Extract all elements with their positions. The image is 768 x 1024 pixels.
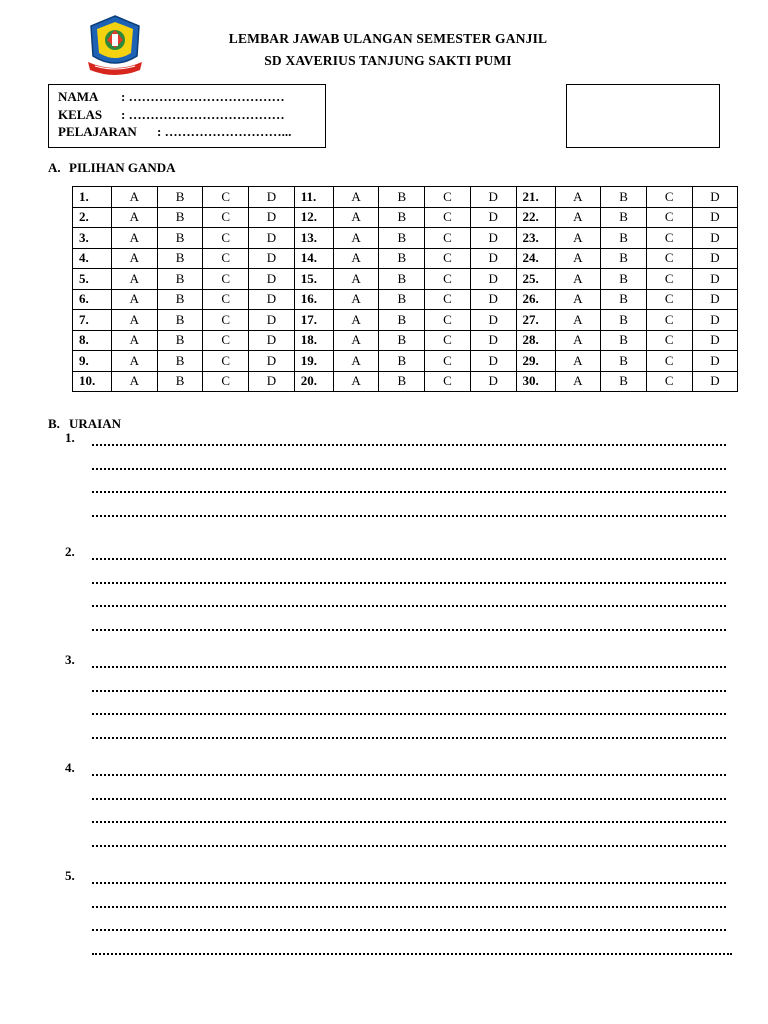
answer-option-b[interactable]: B bbox=[379, 371, 425, 392]
question-number: 10. bbox=[73, 371, 112, 392]
answer-option-b[interactable]: B bbox=[601, 187, 647, 208]
answer-option-d[interactable]: D bbox=[692, 289, 738, 310]
answer-option-b[interactable]: B bbox=[379, 310, 425, 331]
answer-option-d[interactable]: D bbox=[249, 310, 295, 331]
answer-option-d[interactable]: D bbox=[470, 269, 516, 290]
answer-option-c[interactable]: C bbox=[425, 248, 471, 269]
answer-option-b[interactable]: B bbox=[601, 371, 647, 392]
answer-option-c[interactable]: C bbox=[203, 187, 249, 208]
essay-answer-line[interactable] bbox=[62, 432, 732, 456]
question-number: 8. bbox=[73, 330, 112, 351]
answer-option-c[interactable]: C bbox=[425, 310, 471, 331]
answer-option-a[interactable]: A bbox=[333, 269, 379, 290]
dotted-line bbox=[92, 774, 726, 776]
answer-option-c[interactable]: C bbox=[646, 310, 692, 331]
pelajaran-field[interactable]: : ………………………... bbox=[157, 124, 292, 139]
dotted-line bbox=[92, 558, 726, 560]
question-number: 25. bbox=[516, 269, 555, 290]
answer-option-b[interactable]: B bbox=[379, 269, 425, 290]
score-box[interactable] bbox=[566, 84, 720, 148]
answer-option-d[interactable]: D bbox=[692, 187, 738, 208]
answer-option-c[interactable]: C bbox=[203, 228, 249, 249]
answer-option-c[interactable]: C bbox=[203, 289, 249, 310]
answer-option-d[interactable]: D bbox=[249, 248, 295, 269]
section-b-letter: B. bbox=[48, 416, 60, 431]
answer-option-a[interactable]: A bbox=[333, 228, 379, 249]
answer-option-a[interactable]: A bbox=[112, 351, 158, 372]
school-name: SD XAVERIUS TANJUNG SAKTI PUMI bbox=[264, 53, 512, 68]
answer-option-a[interactable]: A bbox=[555, 310, 601, 331]
question-number: 22. bbox=[516, 207, 555, 228]
answer-option-c[interactable]: C bbox=[646, 269, 692, 290]
answer-option-b[interactable]: B bbox=[379, 248, 425, 269]
question-number: 21. bbox=[516, 187, 555, 208]
answer-option-a[interactable]: A bbox=[112, 269, 158, 290]
question-number: 14. bbox=[294, 248, 333, 269]
dotted-line bbox=[92, 582, 726, 584]
answer-option-a[interactable]: A bbox=[333, 289, 379, 310]
answer-option-d[interactable]: D bbox=[470, 207, 516, 228]
essay-answer-line[interactable] bbox=[62, 762, 732, 786]
nama-field[interactable]: : ……………………………… bbox=[121, 89, 285, 104]
answer-row bbox=[73, 371, 738, 392]
answer-option-a[interactable]: A bbox=[112, 371, 158, 392]
essay-answer-line[interactable] bbox=[62, 917, 732, 941]
answer-option-d[interactable]: D bbox=[470, 310, 516, 331]
essay-answer-line[interactable] bbox=[62, 894, 732, 918]
dotted-line bbox=[92, 605, 726, 607]
answer-row bbox=[73, 330, 738, 351]
section-a-title: PILIHAN GANDA bbox=[69, 160, 176, 175]
answer-option-a[interactable]: A bbox=[112, 289, 158, 310]
dotted-line bbox=[92, 491, 726, 493]
question-number: 27. bbox=[516, 310, 555, 331]
identity-box bbox=[48, 84, 326, 148]
answer-option-b[interactable]: B bbox=[601, 207, 647, 228]
question-number: 3. bbox=[73, 228, 112, 249]
dotted-line bbox=[92, 666, 726, 668]
answer-option-c[interactable]: C bbox=[203, 269, 249, 290]
question-number: 6. bbox=[73, 289, 112, 310]
essay-answer-line[interactable] bbox=[62, 593, 732, 617]
question-number: 15. bbox=[294, 269, 333, 290]
answer-option-c[interactable]: C bbox=[646, 330, 692, 351]
answer-option-b[interactable]: B bbox=[157, 330, 203, 351]
essay-question-number: 4. bbox=[65, 760, 75, 775]
section-a-letter: A. bbox=[48, 160, 61, 175]
answer-option-d[interactable]: D bbox=[470, 351, 516, 372]
answer-row bbox=[73, 187, 738, 208]
answer-option-b[interactable]: B bbox=[157, 228, 203, 249]
dotted-line bbox=[92, 737, 726, 739]
essay-answer-line[interactable] bbox=[62, 701, 732, 725]
answer-option-a[interactable]: A bbox=[112, 310, 158, 331]
essay-question-block bbox=[62, 870, 732, 964]
answer-option-a[interactable]: A bbox=[555, 248, 601, 269]
answer-option-a[interactable]: A bbox=[555, 351, 601, 372]
answer-option-a[interactable]: A bbox=[333, 248, 379, 269]
answer-option-a[interactable]: A bbox=[555, 371, 601, 392]
answer-option-a[interactable]: A bbox=[555, 330, 601, 351]
section-b-title: URAIAN bbox=[69, 416, 121, 431]
answer-option-c[interactable]: C bbox=[203, 330, 249, 351]
answer-option-a[interactable]: A bbox=[112, 248, 158, 269]
answer-option-b[interactable]: B bbox=[157, 207, 203, 228]
answer-option-b[interactable]: B bbox=[601, 269, 647, 290]
essay-answer-line[interactable] bbox=[62, 503, 732, 527]
dotted-line bbox=[92, 629, 726, 631]
answer-option-b[interactable]: B bbox=[601, 289, 647, 310]
answer-option-a[interactable]: A bbox=[555, 187, 601, 208]
answer-option-b[interactable]: B bbox=[601, 310, 647, 331]
essay-answer-line[interactable] bbox=[62, 654, 732, 678]
answer-option-c[interactable]: C bbox=[425, 289, 471, 310]
answer-row bbox=[73, 228, 738, 249]
answer-row bbox=[73, 351, 738, 372]
essay-question-block bbox=[62, 546, 732, 640]
essay-question-number: 2. bbox=[65, 544, 75, 559]
answer-option-b[interactable]: B bbox=[379, 228, 425, 249]
essay-question-block bbox=[62, 654, 732, 748]
question-number: 28. bbox=[516, 330, 555, 351]
answer-option-d[interactable]: D bbox=[692, 351, 738, 372]
answer-option-a[interactable]: A bbox=[333, 310, 379, 331]
answer-option-b[interactable]: B bbox=[379, 187, 425, 208]
answer-option-d[interactable]: D bbox=[249, 289, 295, 310]
answer-option-d[interactable]: D bbox=[249, 371, 295, 392]
answer-option-b[interactable]: B bbox=[601, 351, 647, 372]
dotted-line bbox=[92, 690, 726, 692]
question-number: 7. bbox=[73, 310, 112, 331]
answer-option-c[interactable]: C bbox=[203, 371, 249, 392]
answer-option-c[interactable]: C bbox=[646, 289, 692, 310]
answer-option-a[interactable]: A bbox=[112, 330, 158, 351]
dotted-line bbox=[92, 444, 726, 446]
answer-option-d[interactable]: D bbox=[692, 248, 738, 269]
answer-option-d[interactable]: D bbox=[692, 207, 738, 228]
question-number: 17. bbox=[294, 310, 333, 331]
answer-option-d[interactable]: D bbox=[470, 187, 516, 208]
essay-question-block bbox=[62, 432, 732, 526]
answer-option-d[interactable]: D bbox=[249, 207, 295, 228]
essay-answer-line[interactable] bbox=[62, 870, 732, 894]
question-number: 2. bbox=[73, 207, 112, 228]
answer-option-d[interactable]: D bbox=[470, 330, 516, 351]
answer-option-c[interactable]: C bbox=[203, 351, 249, 372]
essay-answer-line[interactable] bbox=[62, 833, 732, 857]
answer-row bbox=[73, 310, 738, 331]
answer-option-c[interactable]: C bbox=[425, 228, 471, 249]
answer-option-c[interactable]: C bbox=[646, 371, 692, 392]
question-number: 11. bbox=[294, 187, 333, 208]
answer-option-a[interactable]: A bbox=[555, 289, 601, 310]
answer-option-c[interactable]: C bbox=[203, 310, 249, 331]
dotted-line bbox=[92, 906, 726, 908]
sheet-title: LEMBAR JAWAB ULANGAN SEMESTER GANJIL bbox=[228, 31, 548, 46]
essay-answer-line[interactable] bbox=[62, 809, 732, 833]
question-number: 13. bbox=[294, 228, 333, 249]
answer-option-a[interactable]: A bbox=[112, 228, 158, 249]
answer-option-d[interactable]: D bbox=[249, 187, 295, 208]
question-number: 12. bbox=[294, 207, 333, 228]
question-number: 24. bbox=[516, 248, 555, 269]
answer-option-a[interactable]: A bbox=[555, 269, 601, 290]
question-number: 29. bbox=[516, 351, 555, 372]
answer-option-d[interactable]: D bbox=[470, 248, 516, 269]
dotted-line bbox=[92, 953, 732, 955]
essay-answer-line[interactable] bbox=[62, 479, 732, 503]
dotted-line bbox=[92, 713, 726, 715]
answer-option-c[interactable]: C bbox=[425, 207, 471, 228]
answer-option-a[interactable]: A bbox=[333, 207, 379, 228]
answer-option-b[interactable]: B bbox=[379, 330, 425, 351]
question-number: 9. bbox=[73, 351, 112, 372]
question-number: 16. bbox=[294, 289, 333, 310]
answer-option-d[interactable]: D bbox=[249, 351, 295, 372]
answer-option-d[interactable]: D bbox=[692, 269, 738, 290]
answer-option-c[interactable]: C bbox=[646, 351, 692, 372]
answer-row bbox=[73, 289, 738, 310]
question-number: 30. bbox=[516, 371, 555, 392]
answer-option-b[interactable]: B bbox=[157, 289, 203, 310]
answer-option-c[interactable]: C bbox=[203, 207, 249, 228]
question-number: 23. bbox=[516, 228, 555, 249]
answer-option-c[interactable]: C bbox=[425, 371, 471, 392]
essay-answer-line[interactable] bbox=[62, 725, 732, 749]
answer-option-b[interactable]: B bbox=[157, 310, 203, 331]
dotted-line bbox=[92, 882, 726, 884]
answer-option-d[interactable]: D bbox=[249, 228, 295, 249]
answer-option-d[interactable]: D bbox=[692, 371, 738, 392]
answer-option-d[interactable]: D bbox=[692, 330, 738, 351]
kelas-row bbox=[58, 106, 325, 124]
answer-option-b[interactable]: B bbox=[157, 248, 203, 269]
nama-label: NAMA bbox=[58, 89, 99, 104]
answer-option-c[interactable]: C bbox=[646, 187, 692, 208]
answer-option-b[interactable]: B bbox=[157, 269, 203, 290]
answer-option-c[interactable]: C bbox=[203, 248, 249, 269]
essay-answer-line[interactable] bbox=[62, 617, 732, 641]
essay-question-block bbox=[62, 762, 732, 856]
answer-option-a[interactable]: A bbox=[112, 187, 158, 208]
answer-option-d[interactable]: D bbox=[692, 310, 738, 331]
question-number: 1. bbox=[73, 187, 112, 208]
answer-row bbox=[73, 207, 738, 228]
question-number: 18. bbox=[294, 330, 333, 351]
answer-option-b[interactable]: B bbox=[601, 228, 647, 249]
essay-question-number: 1. bbox=[65, 430, 75, 445]
answer-option-a[interactable]: A bbox=[333, 351, 379, 372]
answer-option-d[interactable]: D bbox=[470, 371, 516, 392]
pelajaran-row bbox=[58, 123, 325, 141]
answer-option-d[interactable]: D bbox=[249, 269, 295, 290]
essay-answer-line[interactable] bbox=[62, 456, 732, 480]
kelas-label: KELAS bbox=[58, 106, 103, 122]
answer-option-c[interactable]: C bbox=[425, 330, 471, 351]
answer-option-b[interactable]: B bbox=[379, 207, 425, 228]
essay-answer-line[interactable] bbox=[62, 570, 732, 594]
answer-option-a[interactable]: A bbox=[555, 228, 601, 249]
answer-option-a[interactable]: A bbox=[333, 371, 379, 392]
essay-answer-line[interactable] bbox=[62, 678, 732, 702]
question-number: 5. bbox=[73, 269, 112, 290]
answer-option-c[interactable]: C bbox=[425, 187, 471, 208]
answer-option-d[interactable]: D bbox=[249, 330, 295, 351]
answer-option-b[interactable]: B bbox=[157, 187, 203, 208]
question-number: 26. bbox=[516, 289, 555, 310]
dotted-line bbox=[92, 515, 726, 517]
dotted-line bbox=[92, 821, 726, 823]
dotted-line bbox=[92, 929, 726, 931]
answer-option-b[interactable]: B bbox=[601, 248, 647, 269]
section-a-heading bbox=[48, 160, 176, 176]
dotted-line bbox=[92, 798, 726, 800]
kelas-field[interactable]: : ……………………………… bbox=[121, 106, 285, 122]
answer-option-c[interactable]: C bbox=[646, 248, 692, 269]
answer-option-c[interactable]: C bbox=[425, 269, 471, 290]
answer-option-b[interactable]: B bbox=[157, 351, 203, 372]
nama-row bbox=[58, 88, 325, 106]
question-number: 4. bbox=[73, 248, 112, 269]
essay-question-number: 5. bbox=[65, 868, 75, 883]
answer-option-d[interactable]: D bbox=[470, 289, 516, 310]
answer-option-d[interactable]: D bbox=[692, 228, 738, 249]
answer-option-c[interactable]: C bbox=[646, 207, 692, 228]
essay-question-number: 3. bbox=[65, 652, 75, 667]
answer-option-a[interactable]: A bbox=[333, 187, 379, 208]
answer-row bbox=[73, 248, 738, 269]
question-number: 20. bbox=[294, 371, 333, 392]
section-b-heading bbox=[48, 416, 121, 432]
answer-option-c[interactable]: C bbox=[425, 351, 471, 372]
essay-answer-line[interactable] bbox=[62, 941, 732, 965]
answer-option-a[interactable]: A bbox=[112, 207, 158, 228]
answer-option-a[interactable]: A bbox=[555, 207, 601, 228]
answer-option-b[interactable]: B bbox=[379, 351, 425, 372]
essay-answer-line[interactable] bbox=[62, 546, 732, 570]
answer-option-b[interactable]: B bbox=[157, 371, 203, 392]
answer-option-a[interactable]: A bbox=[333, 330, 379, 351]
answer-option-b[interactable]: B bbox=[601, 330, 647, 351]
answer-option-d[interactable]: D bbox=[470, 228, 516, 249]
pelajaran-label: PELAJARAN bbox=[58, 124, 137, 139]
dotted-line bbox=[92, 845, 726, 847]
essay-answer-line[interactable] bbox=[62, 786, 732, 810]
question-number: 19. bbox=[294, 351, 333, 372]
answer-option-b[interactable]: B bbox=[379, 289, 425, 310]
answer-row bbox=[73, 269, 738, 290]
answer-option-c[interactable]: C bbox=[646, 228, 692, 249]
multiple-choice-grid bbox=[72, 186, 738, 392]
dotted-line bbox=[92, 468, 726, 470]
